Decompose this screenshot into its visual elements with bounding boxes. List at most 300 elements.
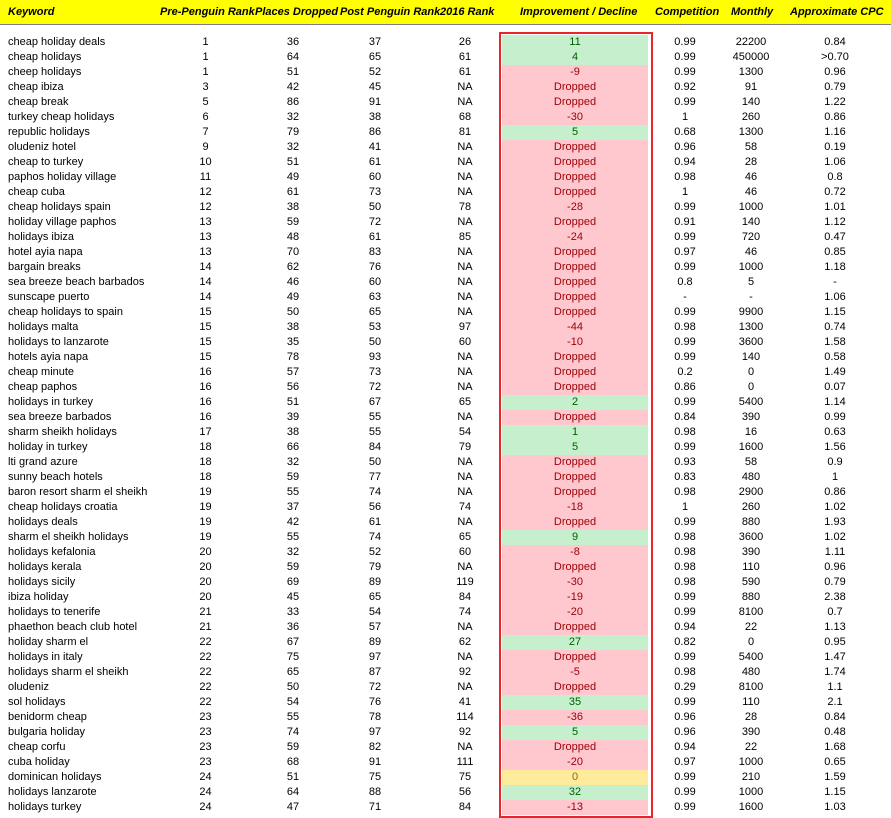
improvement-cell[interactable]: Dropped: [502, 155, 648, 170]
improvement-cell[interactable]: Dropped: [502, 215, 648, 230]
pre-penguin-rank-cell[interactable]: 21: [199, 621, 212, 633]
keyword-cell[interactable]: bulgaria holiday: [8, 726, 86, 738]
competition-cell[interactable]: 0.96: [674, 711, 696, 723]
keyword-cell[interactable]: phaethon beach club hotel: [8, 621, 138, 633]
cpc-cell[interactable]: >0.70: [821, 51, 849, 63]
monthly-cell[interactable]: 8100: [738, 681, 764, 693]
cpc-cell[interactable]: 1.1: [827, 681, 843, 693]
competition-cell[interactable]: 0.84: [674, 411, 696, 423]
monthly-cell[interactable]: 1000: [738, 786, 764, 798]
monthly-cell[interactable]: 1000: [738, 201, 764, 213]
post-penguin-rank-cell[interactable]: 93: [368, 351, 382, 363]
keyword-cell[interactable]: holidays in turkey: [8, 396, 93, 408]
pre-penguin-rank-cell[interactable]: 23: [199, 741, 212, 753]
post-penguin-rank-cell[interactable]: 50: [368, 456, 382, 468]
pre-penguin-rank-cell[interactable]: 21: [199, 606, 212, 618]
cpc-cell[interactable]: 0.79: [824, 81, 846, 93]
improvement-cell[interactable]: -20: [502, 605, 648, 620]
post-penguin-rank-cell[interactable]: 65: [368, 306, 382, 318]
pre-penguin-rank-cell[interactable]: 1: [202, 36, 209, 48]
rank-2016-cell[interactable]: 65: [458, 396, 472, 408]
places-dropped-cell[interactable]: 38: [286, 321, 300, 333]
post-penguin-rank-cell[interactable]: 56: [368, 501, 382, 513]
improvement-cell[interactable]: Dropped: [502, 365, 648, 380]
improvement-cell[interactable]: -36: [502, 710, 648, 725]
header-keyword[interactable]: Keyword: [8, 6, 55, 18]
improvement-cell[interactable]: Dropped: [502, 170, 648, 185]
improvement-cell[interactable]: Dropped: [502, 185, 648, 200]
rank-2016-cell[interactable]: 85: [458, 231, 472, 243]
competition-cell[interactable]: 0.83: [674, 471, 696, 483]
post-penguin-rank-cell[interactable]: 54: [368, 606, 382, 618]
pre-penguin-rank-cell[interactable]: 20: [199, 576, 212, 588]
rank-2016-cell[interactable]: 74: [458, 501, 472, 513]
rank-2016-cell[interactable]: 92: [458, 726, 472, 738]
pre-penguin-rank-cell[interactable]: 12: [199, 186, 212, 198]
post-penguin-rank-cell[interactable]: 71: [368, 801, 382, 813]
pre-penguin-rank-cell[interactable]: 7: [202, 126, 209, 138]
monthly-cell[interactable]: 58: [744, 141, 758, 153]
monthly-cell[interactable]: 0: [747, 381, 755, 393]
competition-cell[interactable]: 0.97: [674, 756, 696, 768]
places-dropped-cell[interactable]: 46: [286, 276, 300, 288]
places-dropped-cell[interactable]: 49: [286, 291, 300, 303]
keyword-cell[interactable]: cheap holidays spain: [8, 201, 111, 213]
header-pre-penguin-rank[interactable]: Pre-Penguin Rank: [160, 6, 255, 18]
post-penguin-rank-cell[interactable]: 63: [368, 291, 382, 303]
monthly-cell[interactable]: 28: [744, 711, 758, 723]
places-dropped-cell[interactable]: 64: [286, 786, 300, 798]
competition-cell[interactable]: 1: [681, 186, 689, 198]
places-dropped-cell[interactable]: 86: [286, 96, 300, 108]
improvement-cell[interactable]: Dropped: [502, 275, 648, 290]
rank-2016-cell[interactable]: NA: [457, 456, 473, 468]
competition-cell[interactable]: 0.98: [674, 546, 696, 558]
places-dropped-cell[interactable]: 56: [286, 381, 300, 393]
monthly-cell[interactable]: 390: [741, 726, 761, 738]
places-dropped-cell[interactable]: 69: [286, 576, 300, 588]
post-penguin-rank-cell[interactable]: 97: [368, 651, 382, 663]
places-dropped-cell[interactable]: 32: [286, 456, 300, 468]
competition-cell[interactable]: 0.98: [674, 561, 696, 573]
pre-penguin-rank-cell[interactable]: 19: [199, 516, 212, 528]
post-penguin-rank-cell[interactable]: 79: [368, 561, 382, 573]
cpc-cell[interactable]: 1.47: [824, 651, 846, 663]
rank-2016-cell[interactable]: 61: [458, 66, 472, 78]
post-penguin-rank-cell[interactable]: 55: [368, 426, 382, 438]
pre-penguin-rank-cell[interactable]: 24: [199, 771, 212, 783]
cpc-cell[interactable]: 1.06: [824, 291, 846, 303]
pre-penguin-rank-cell[interactable]: 24: [199, 786, 212, 798]
keyword-cell[interactable]: cheap holiday deals: [8, 36, 106, 48]
keyword-cell[interactable]: holidays deals: [8, 516, 78, 528]
cpc-cell[interactable]: 0.85: [824, 246, 846, 258]
keyword-cell[interactable]: holidays to tenerife: [8, 606, 101, 618]
improvement-cell[interactable]: Dropped: [502, 245, 648, 260]
monthly-cell[interactable]: 210: [741, 771, 761, 783]
rank-2016-cell[interactable]: 97: [458, 321, 472, 333]
header-approximate-cpc[interactable]: Approximate CPC: [790, 6, 884, 18]
rank-2016-cell[interactable]: NA: [457, 486, 473, 498]
competition-cell[interactable]: 0.94: [674, 621, 696, 633]
monthly-cell[interactable]: 480: [741, 471, 761, 483]
competition-cell[interactable]: 0.93: [674, 456, 696, 468]
competition-cell[interactable]: 0.96: [674, 141, 696, 153]
monthly-cell[interactable]: 1300: [738, 126, 764, 138]
keyword-cell[interactable]: cheap minute: [8, 366, 75, 378]
rank-2016-cell[interactable]: NA: [457, 216, 473, 228]
competition-cell[interactable]: 0.29: [674, 681, 696, 693]
competition-cell[interactable]: 0.99: [674, 261, 696, 273]
post-penguin-rank-cell[interactable]: 38: [368, 111, 382, 123]
cpc-cell[interactable]: 0.96: [824, 561, 846, 573]
rank-2016-cell[interactable]: NA: [457, 291, 473, 303]
pre-penguin-rank-cell[interactable]: 5: [202, 96, 209, 108]
cpc-cell[interactable]: 0.84: [824, 711, 846, 723]
rank-2016-cell[interactable]: NA: [457, 366, 473, 378]
monthly-cell[interactable]: 22: [744, 741, 758, 753]
post-penguin-rank-cell[interactable]: 65: [368, 51, 382, 63]
cpc-cell[interactable]: 1.49: [824, 366, 846, 378]
cpc-cell[interactable]: 1.11: [824, 546, 846, 558]
cpc-cell[interactable]: 1.58: [824, 336, 846, 348]
pre-penguin-rank-cell[interactable]: 10: [199, 156, 212, 168]
pre-penguin-rank-cell[interactable]: 17: [199, 426, 212, 438]
cpc-cell[interactable]: 0.58: [824, 351, 846, 363]
pre-penguin-rank-cell[interactable]: 20: [199, 546, 212, 558]
post-penguin-rank-cell[interactable]: 50: [368, 336, 382, 348]
cpc-cell[interactable]: 1: [831, 471, 839, 483]
keyword-cell[interactable]: oludeniz hotel: [8, 141, 76, 153]
keyword-cell[interactable]: cheep holidays: [8, 66, 82, 78]
keyword-cell[interactable]: holidays ibiza: [8, 231, 75, 243]
improvement-cell[interactable]: Dropped: [502, 290, 648, 305]
monthly-cell[interactable]: 450000: [732, 51, 770, 63]
monthly-cell[interactable]: 1300: [738, 66, 764, 78]
competition-cell[interactable]: 0.99: [674, 306, 696, 318]
competition-cell[interactable]: 0.99: [674, 201, 696, 213]
competition-cell[interactable]: 0.94: [674, 741, 696, 753]
pre-penguin-rank-cell[interactable]: 15: [199, 321, 212, 333]
improvement-cell[interactable]: Dropped: [502, 380, 648, 395]
monthly-cell[interactable]: 91: [744, 81, 758, 93]
pre-penguin-rank-cell[interactable]: 22: [199, 666, 212, 678]
keyword-cell[interactable]: holidays lanzarote: [8, 786, 97, 798]
rank-2016-cell[interactable]: 92: [458, 666, 472, 678]
places-dropped-cell[interactable]: 51: [286, 396, 300, 408]
rank-2016-cell[interactable]: NA: [457, 681, 473, 693]
header-monthly[interactable]: Monthly: [731, 6, 774, 18]
cpc-cell[interactable]: 0.86: [824, 486, 846, 498]
pre-penguin-rank-cell[interactable]: 1: [202, 66, 209, 78]
rank-2016-cell[interactable]: 78: [458, 201, 472, 213]
cpc-cell[interactable]: 1.14: [824, 396, 846, 408]
improvement-cell[interactable]: Dropped: [502, 455, 648, 470]
improvement-cell[interactable]: 9: [502, 530, 648, 545]
keyword-cell[interactable]: holidays sicily: [8, 576, 76, 588]
places-dropped-cell[interactable]: 36: [286, 36, 300, 48]
cpc-cell[interactable]: 0.9: [827, 456, 843, 468]
improvement-cell[interactable]: Dropped: [502, 620, 648, 635]
pre-penguin-rank-cell[interactable]: 16: [199, 396, 212, 408]
rank-2016-cell[interactable]: 26: [458, 36, 472, 48]
places-dropped-cell[interactable]: 65: [286, 666, 300, 678]
post-penguin-rank-cell[interactable]: 72: [368, 381, 382, 393]
cpc-cell[interactable]: 0.96: [824, 66, 846, 78]
pre-penguin-rank-cell[interactable]: 22: [199, 696, 212, 708]
competition-cell[interactable]: 1: [681, 111, 689, 123]
competition-cell[interactable]: 0.98: [674, 666, 696, 678]
places-dropped-cell[interactable]: 75: [286, 651, 300, 663]
header-2016-rank[interactable]: 2016 Rank: [440, 6, 495, 18]
rank-2016-cell[interactable]: 56: [458, 786, 472, 798]
post-penguin-rank-cell[interactable]: 74: [368, 486, 382, 498]
competition-cell[interactable]: 0.99: [674, 606, 696, 618]
rank-2016-cell[interactable]: NA: [457, 561, 473, 573]
competition-cell[interactable]: 0.99: [674, 51, 696, 63]
monthly-cell[interactable]: 260: [741, 111, 761, 123]
monthly-cell[interactable]: 140: [741, 96, 761, 108]
keyword-cell[interactable]: lti grand azure: [8, 456, 78, 468]
cpc-cell[interactable]: 1.03: [824, 801, 846, 813]
keyword-cell[interactable]: hotels ayia napa: [8, 351, 89, 363]
monthly-cell[interactable]: 5: [747, 276, 755, 288]
monthly-cell[interactable]: 9900: [738, 306, 764, 318]
improvement-cell[interactable]: Dropped: [502, 680, 648, 695]
pre-penguin-rank-cell[interactable]: 13: [199, 216, 212, 228]
improvement-cell[interactable]: 5: [502, 440, 648, 455]
keyword-cell[interactable]: holiday sharm el: [8, 636, 89, 648]
improvement-cell[interactable]: 11: [502, 35, 648, 50]
monthly-cell[interactable]: 390: [741, 546, 761, 558]
cpc-cell[interactable]: 1.01: [824, 201, 846, 213]
improvement-cell[interactable]: Dropped: [502, 80, 648, 95]
places-dropped-cell[interactable]: 67: [286, 636, 300, 648]
header-places-dropped[interactable]: Places Dropped: [255, 6, 339, 18]
competition-cell[interactable]: 0.8: [677, 276, 693, 288]
keyword-cell[interactable]: paphos holiday village: [8, 171, 117, 183]
improvement-cell[interactable]: Dropped: [502, 410, 648, 425]
pre-penguin-rank-cell[interactable]: 6: [202, 111, 209, 123]
improvement-cell[interactable]: Dropped: [502, 305, 648, 320]
pre-penguin-rank-cell[interactable]: 14: [199, 276, 212, 288]
places-dropped-cell[interactable]: 37: [286, 501, 300, 513]
monthly-cell[interactable]: 880: [741, 591, 761, 603]
competition-cell[interactable]: 0.99: [674, 396, 696, 408]
post-penguin-rank-cell[interactable]: 78: [368, 711, 382, 723]
places-dropped-cell[interactable]: 50: [286, 306, 300, 318]
monthly-cell[interactable]: 1600: [738, 441, 764, 453]
places-dropped-cell[interactable]: 64: [286, 51, 300, 63]
rank-2016-cell[interactable]: NA: [457, 651, 473, 663]
places-dropped-cell[interactable]: 35: [286, 336, 300, 348]
rank-2016-cell[interactable]: 84: [458, 591, 472, 603]
places-dropped-cell[interactable]: 55: [286, 486, 300, 498]
post-penguin-rank-cell[interactable]: 52: [368, 546, 382, 558]
keyword-cell[interactable]: cheap ibiza: [8, 81, 64, 93]
post-penguin-rank-cell[interactable]: 65: [368, 591, 382, 603]
competition-cell[interactable]: 0.99: [674, 591, 696, 603]
monthly-cell[interactable]: 3600: [738, 336, 764, 348]
places-dropped-cell[interactable]: 70: [286, 246, 300, 258]
pre-penguin-rank-cell[interactable]: 19: [199, 486, 212, 498]
rank-2016-cell[interactable]: NA: [457, 381, 473, 393]
monthly-cell[interactable]: 140: [741, 351, 761, 363]
keyword-cell[interactable]: sea breeze barbados: [8, 411, 112, 423]
places-dropped-cell[interactable]: 79: [286, 126, 300, 138]
improvement-cell[interactable]: 4: [502, 50, 648, 65]
places-dropped-cell[interactable]: 32: [286, 546, 300, 558]
keyword-cell[interactable]: cheap to turkey: [8, 156, 84, 168]
rank-2016-cell[interactable]: NA: [457, 186, 473, 198]
rank-2016-cell[interactable]: NA: [457, 276, 473, 288]
keyword-cell[interactable]: cheap holidays croatia: [8, 501, 118, 513]
rank-2016-cell[interactable]: 119: [456, 576, 474, 588]
pre-penguin-rank-cell[interactable]: 18: [199, 471, 212, 483]
places-dropped-cell[interactable]: 59: [286, 216, 300, 228]
improvement-cell[interactable]: -30: [502, 110, 648, 125]
improvement-cell[interactable]: 1: [502, 425, 648, 440]
places-dropped-cell[interactable]: 49: [286, 171, 300, 183]
cpc-cell[interactable]: 0.84: [824, 36, 846, 48]
keyword-cell[interactable]: bargain breaks: [8, 261, 81, 273]
cpc-cell[interactable]: 0.72: [824, 186, 846, 198]
competition-cell[interactable]: 0.98: [674, 171, 696, 183]
pre-penguin-rank-cell[interactable]: 13: [199, 246, 212, 258]
cpc-cell[interactable]: 0.19: [824, 141, 846, 153]
monthly-cell[interactable]: 1000: [738, 261, 764, 273]
monthly-cell[interactable]: 22: [744, 621, 758, 633]
pre-penguin-rank-cell[interactable]: 15: [199, 351, 212, 363]
cpc-cell[interactable]: 1.68: [824, 741, 846, 753]
keyword-cell[interactable]: dominican holidays: [8, 771, 102, 783]
cpc-cell[interactable]: 0.07: [824, 381, 846, 393]
places-dropped-cell[interactable]: 61: [286, 186, 300, 198]
competition-cell[interactable]: 0.96: [674, 726, 696, 738]
rank-2016-cell[interactable]: 114: [456, 711, 474, 723]
post-penguin-rank-cell[interactable]: 73: [368, 366, 382, 378]
pre-penguin-rank-cell[interactable]: 16: [199, 381, 212, 393]
competition-cell[interactable]: 0.99: [674, 696, 696, 708]
post-penguin-rank-cell[interactable]: 97: [368, 726, 382, 738]
pre-penguin-rank-cell[interactable]: 20: [199, 591, 212, 603]
competition-cell[interactable]: 0.94: [674, 156, 696, 168]
places-dropped-cell[interactable]: 51: [286, 771, 300, 783]
monthly-cell[interactable]: 1000: [738, 756, 764, 768]
places-dropped-cell[interactable]: 68: [286, 756, 300, 768]
rank-2016-cell[interactable]: 60: [458, 546, 472, 558]
monthly-cell[interactable]: 590: [741, 576, 761, 588]
pre-penguin-rank-cell[interactable]: 19: [199, 531, 212, 543]
keyword-cell[interactable]: holidays in italy: [8, 651, 83, 663]
improvement-cell[interactable]: -13: [502, 800, 648, 815]
cpc-cell[interactable]: 0.8: [827, 171, 843, 183]
post-penguin-rank-cell[interactable]: 60: [368, 171, 382, 183]
places-dropped-cell[interactable]: 39: [286, 411, 300, 423]
keyword-cell[interactable]: republic holidays: [8, 126, 90, 138]
rank-2016-cell[interactable]: NA: [457, 516, 473, 528]
monthly-cell[interactable]: 480: [741, 666, 761, 678]
rank-2016-cell[interactable]: NA: [457, 171, 473, 183]
post-penguin-rank-cell[interactable]: 74: [368, 531, 382, 543]
places-dropped-cell[interactable]: 59: [286, 561, 300, 573]
improvement-cell[interactable]: Dropped: [502, 350, 648, 365]
rank-2016-cell[interactable]: NA: [457, 261, 473, 273]
monthly-cell[interactable]: 1600: [738, 801, 764, 813]
places-dropped-cell[interactable]: 54: [286, 696, 300, 708]
competition-cell[interactable]: 0.98: [674, 576, 696, 588]
improvement-cell[interactable]: Dropped: [502, 740, 648, 755]
improvement-cell[interactable]: -24: [502, 230, 648, 245]
rank-2016-cell[interactable]: NA: [457, 306, 473, 318]
cpc-cell[interactable]: 2.1: [827, 696, 843, 708]
keyword-cell[interactable]: holiday in turkey: [8, 441, 88, 453]
competition-cell[interactable]: 0.99: [674, 66, 696, 78]
improvement-cell[interactable]: Dropped: [502, 140, 648, 155]
competition-cell[interactable]: 0.99: [674, 786, 696, 798]
cpc-cell[interactable]: 1.13: [824, 621, 846, 633]
monthly-cell[interactable]: 0: [747, 636, 755, 648]
cpc-cell[interactable]: 2.38: [824, 591, 846, 603]
rank-2016-cell[interactable]: 75: [458, 771, 472, 783]
rank-2016-cell[interactable]: 41: [458, 696, 472, 708]
keyword-cell[interactable]: holidays malta: [8, 321, 79, 333]
rank-2016-cell[interactable]: NA: [457, 351, 473, 363]
post-penguin-rank-cell[interactable]: 61: [368, 231, 382, 243]
rank-2016-cell[interactable]: NA: [457, 156, 473, 168]
rank-2016-cell[interactable]: NA: [457, 471, 473, 483]
keyword-cell[interactable]: cheap break: [8, 96, 69, 108]
post-penguin-rank-cell[interactable]: 55: [368, 411, 382, 423]
cpc-cell[interactable]: 1.22: [824, 96, 846, 108]
places-dropped-cell[interactable]: 59: [286, 471, 300, 483]
monthly-cell[interactable]: 880: [741, 516, 761, 528]
post-penguin-rank-cell[interactable]: 73: [368, 186, 382, 198]
keyword-cell[interactable]: turkey cheap holidays: [8, 111, 115, 123]
keyword-cell[interactable]: sunscape puerto: [8, 291, 90, 303]
monthly-cell[interactable]: 260: [741, 501, 761, 513]
improvement-cell[interactable]: -44: [502, 320, 648, 335]
rank-2016-cell[interactable]: NA: [457, 81, 473, 93]
places-dropped-cell[interactable]: 50: [286, 681, 300, 693]
monthly-cell[interactable]: 16: [744, 426, 758, 438]
pre-penguin-rank-cell[interactable]: 22: [199, 651, 212, 663]
pre-penguin-rank-cell[interactable]: 16: [199, 411, 212, 423]
post-penguin-rank-cell[interactable]: 72: [368, 216, 382, 228]
post-penguin-rank-cell[interactable]: 75: [368, 771, 382, 783]
post-penguin-rank-cell[interactable]: 61: [368, 156, 382, 168]
cpc-cell[interactable]: 0.99: [824, 411, 846, 423]
improvement-cell[interactable]: 5: [502, 125, 648, 140]
post-penguin-rank-cell[interactable]: 53: [368, 321, 382, 333]
competition-cell[interactable]: 0.99: [674, 771, 696, 783]
pre-penguin-rank-cell[interactable]: 23: [199, 756, 212, 768]
pre-penguin-rank-cell[interactable]: 1: [202, 51, 209, 63]
monthly-cell[interactable]: 22200: [735, 36, 767, 48]
competition-cell[interactable]: 0.99: [674, 516, 696, 528]
places-dropped-cell[interactable]: 32: [286, 111, 300, 123]
cpc-cell[interactable]: 0.95: [824, 636, 846, 648]
header-improvement-decline[interactable]: Improvement / Decline: [520, 6, 638, 18]
rank-2016-cell[interactable]: 61: [458, 51, 472, 63]
competition-cell[interactable]: 1: [681, 501, 689, 513]
cpc-cell[interactable]: 1.93: [824, 516, 846, 528]
competition-cell[interactable]: 0.97: [674, 246, 696, 258]
keyword-cell[interactable]: cheap holidays: [8, 51, 82, 63]
improvement-cell[interactable]: -28: [502, 200, 648, 215]
pre-penguin-rank-cell[interactable]: 11: [199, 171, 212, 183]
places-dropped-cell[interactable]: 47: [286, 801, 300, 813]
